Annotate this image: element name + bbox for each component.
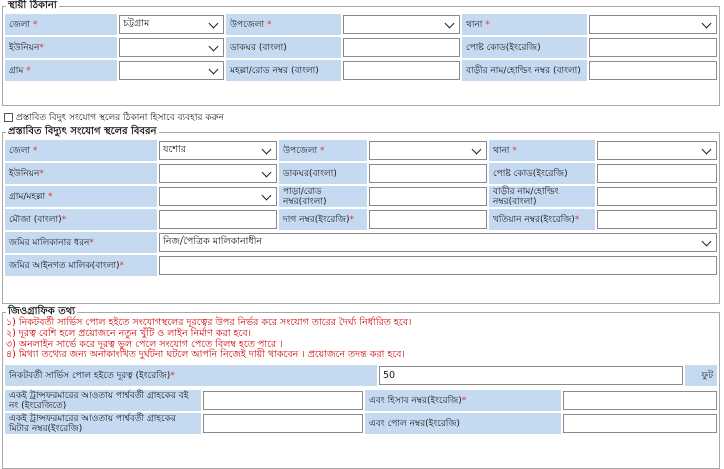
- perm-house-input[interactable]: [589, 61, 717, 80]
- geo-note: ২) দূরত্ব বেশি হলে প্রয়োজনে নতুন খুঁটি ও লাইন নির্মাণ করা হবে।: [6, 327, 252, 339]
- distance-input[interactable]: 50: [379, 366, 683, 385]
- prop-post-code-label: পোষ্ট কোড(ইংরেজি): [489, 163, 595, 184]
- pole-input[interactable]: [563, 414, 717, 433]
- geographic-info-legend: জিওগ্রাফিক তথ্য: [8, 306, 76, 317]
- perm-post-code-input[interactable]: [589, 38, 717, 57]
- chevron-down-icon: [445, 18, 455, 28]
- pole-label: এবং পোল নম্বর(ইংরেজি): [365, 413, 561, 434]
- perm-district-select[interactable]: চট্টগ্রাম: [119, 15, 224, 34]
- prop-dag-input[interactable]: [369, 210, 487, 229]
- perm-union-label: ইউনিয়ন*: [5, 37, 117, 58]
- chevron-down-icon: [262, 144, 272, 154]
- chevron-down-icon: [702, 18, 712, 28]
- perm-mohalla-label: মহল্লা/রোড নম্বর (বাংলা): [226, 60, 341, 81]
- perm-village-label: গ্রাম *: [5, 60, 117, 81]
- perm-mohalla-input[interactable]: [343, 61, 460, 80]
- prop-district-select[interactable]: যশোর: [159, 141, 277, 160]
- prop-house-label: বাড়ীর নাম/হোল্ডিং নম্বর(বাংলা): [489, 186, 595, 207]
- same-address-option[interactable]: [4, 110, 224, 125]
- geo-note: ৩) অনলাইন সার্ভে করে দূরত্ব ভুল পেলে সংযোগ পেতে বিলম্ব হতে পারে ।: [6, 338, 283, 350]
- perm-upazila-select[interactable]: [343, 15, 460, 34]
- same-address-checkbox[interactable]: [4, 113, 13, 122]
- geo-note: ১) নিকটবর্তী সার্ভিস পোল হইতে সংযোগস্থলের দূরত্বের উপর নির্ভর করে সংযোগ তারের দৈর্ঘ্য নির্ধারিত হবে।: [6, 317, 412, 328]
- prop-village-label: গ্রাম/মহল্লা *: [5, 186, 157, 207]
- prop-upazila-label: উপজেলা *: [279, 140, 367, 161]
- perm-district-label: জেলা *: [5, 14, 117, 35]
- prop-para-label: পাড়া/রোড নম্বর(বাংলা): [279, 186, 367, 207]
- proposed-connection-legend: প্রস্তাবিত বিদ্যুৎ সংযোগ স্থলের বিবরন: [8, 126, 157, 137]
- prop-district-label: জেলা *: [5, 140, 157, 161]
- perm-upazila-label: উপজেলা *: [226, 14, 341, 35]
- prop-thana-select[interactable]: [597, 141, 717, 160]
- prop-mouza-input[interactable]: [159, 210, 277, 229]
- geographic-info-section: [2, 306, 720, 469]
- prop-thana-label: থানা *: [489, 140, 595, 161]
- prop-post-office-label: ডাকঘর(বাংলা): [279, 163, 367, 184]
- chevron-down-icon: [702, 144, 712, 154]
- prop-owner-input[interactable]: [159, 256, 717, 275]
- account-label: এবং হিসাব নম্বর(ইংরেজি)*: [365, 390, 561, 411]
- prop-post-office-input[interactable]: [369, 164, 487, 183]
- geo-notes: [3, 318, 719, 361]
- transformer-book-input[interactable]: [203, 391, 363, 410]
- prop-ownership-select[interactable]: নিজ/পৈত্রিক মালিকানাধীন: [159, 233, 717, 252]
- prop-village-select[interactable]: [159, 187, 277, 206]
- transformer-grid: [3, 388, 719, 436]
- transformer-meter-input[interactable]: [203, 414, 363, 433]
- prop-para-input[interactable]: [369, 187, 487, 206]
- prop-house-input[interactable]: [597, 187, 717, 206]
- prop-union-select[interactable]: [159, 164, 277, 183]
- geo-note: ৪) মিথ্যা তথ্যের জন্য অনাকাংখিত দুর্ঘটনা ঘটলে আপনি নিজেই দায়ী থাকবেন । প্রয়োজনে তদন্ত করা হবে।: [6, 349, 405, 361]
- prop-union-label: ইউনিয়ন*: [5, 163, 157, 184]
- perm-post-code-label: পোষ্ট কোড(ইংরেজি): [462, 37, 587, 58]
- prop-post-code-input[interactable]: [597, 164, 717, 183]
- perm-post-office-input[interactable]: [343, 38, 460, 57]
- prop-khatian-label: খতিয়ান নম্বর(ইংরেজি)*: [489, 209, 595, 230]
- permanent-address-grid: [3, 12, 719, 83]
- chevron-down-icon: [472, 144, 482, 154]
- prop-owner-label: জমির আইনগত মালিক(বাংলা)*: [5, 255, 157, 276]
- transformer-meter-label: একই ট্রান্সফরমারের আওতায় পার্শ্ববর্তী গ্রাহকের মিটার নম্বর(ইংরেজি): [5, 413, 201, 434]
- chevron-down-icon: [209, 41, 219, 51]
- prop-ownership-label: জমির মালিকানার ধরন*: [5, 232, 157, 253]
- chevron-down-icon: [262, 167, 272, 177]
- prop-khatian-input[interactable]: [597, 210, 717, 229]
- prop-dag-label: দাগ নম্বর(ইংরেজি)*: [279, 209, 367, 230]
- proposed-connection-section: [2, 126, 720, 304]
- permanent-address-legend: স্থায়ী ঠিকানা: [8, 0, 57, 11]
- distance-label: নিকটবর্তী সার্ভিস পোল হইতে দূরত্ব (ইংরেজি)*: [5, 365, 377, 386]
- transformer-book-label: একই ট্রান্সফরমারের আওতায় পার্শ্ববর্তী গ্রাহকের বই নং (ইংরেজিতে): [5, 390, 201, 411]
- same-address-label: প্রস্তাবিত বিদুৎ সংযোগ স্থলের ঠিকানা হিসাবে ব্যবহার করুন: [16, 113, 224, 123]
- prop-upazila-select[interactable]: [369, 141, 487, 160]
- distance-unit: ফুট: [685, 365, 717, 386]
- perm-house-label: বাড়ীর নাম/হোল্ডিং নম্বর (বাংলা): [462, 60, 587, 81]
- account-input[interactable]: [563, 391, 717, 410]
- perm-post-office-label: ডাকঘর (বাংলা): [226, 37, 341, 58]
- permanent-address-section: [2, 0, 720, 106]
- proposed-connection-grid: [3, 138, 719, 278]
- perm-thana-select[interactable]: [589, 15, 717, 34]
- perm-union-select[interactable]: [119, 38, 224, 57]
- chevron-down-icon: [209, 18, 219, 28]
- distance-grid: [3, 363, 719, 388]
- chevron-down-icon: [209, 64, 219, 74]
- perm-thana-label: থানা *: [462, 14, 587, 35]
- chevron-down-icon: [702, 236, 712, 246]
- prop-mouza-label: মৌজা (বাংলা)*: [5, 209, 157, 230]
- chevron-down-icon: [262, 190, 272, 200]
- perm-village-select[interactable]: [119, 61, 224, 80]
